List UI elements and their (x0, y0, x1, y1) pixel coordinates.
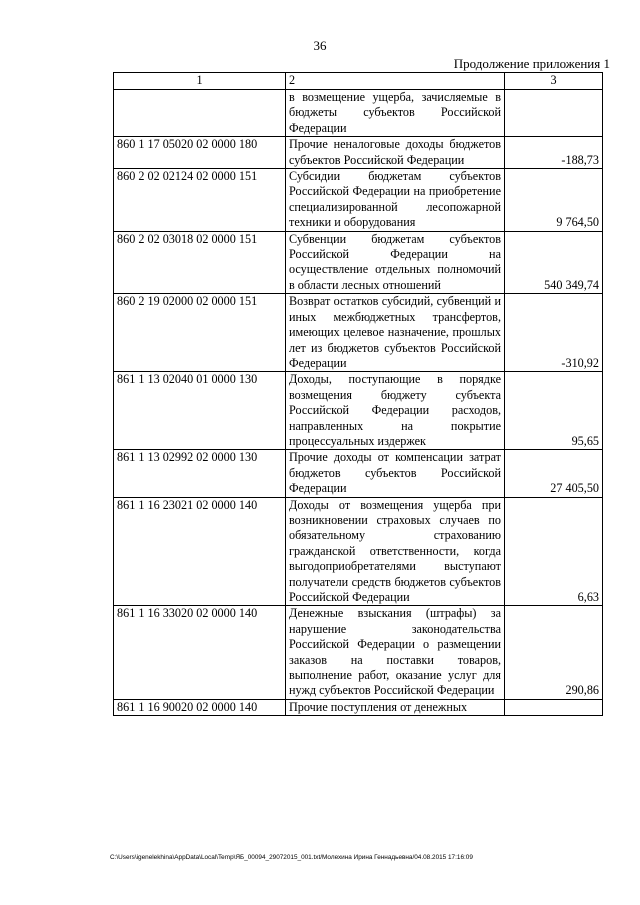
continuation-label: Продолжение приложения 1 (453, 56, 610, 71)
row-name: Доходы, поступающие в порядке возмещения бюджету субъекта Российской Федерации расходов, направленных на покрытие процессуальных издержек (286, 372, 505, 450)
row-amount: 540 349,74 (505, 231, 603, 294)
row-name: Доходы от возмещения ущерба при возникновении страховых случаев по обязательному страхованию гражданской ответственности, когда выгодоприобретателями выступают получатели средств бюджетов субъектов Российской Федерации (286, 497, 505, 606)
column-header-1: 1 (114, 73, 286, 90)
row-code: 861 1 16 23021 02 0000 140 (114, 497, 286, 606)
row-code: 860 1 17 05020 02 0000 180 (114, 137, 286, 169)
row-code: 860 2 02 02124 02 0000 151 (114, 169, 286, 232)
row-amount: 27 405,50 (505, 450, 603, 497)
row-code: 860 2 02 03018 02 0000 151 (114, 231, 286, 294)
row-amount: 9 764,50 (505, 169, 603, 232)
table-row (114, 606, 603, 699)
table-row (114, 169, 603, 232)
table-row (114, 90, 603, 137)
row-code: 861 1 16 90020 02 0000 140 (114, 699, 286, 715)
footer-file-path: C:\Users\igenelekhina\AppData\Local\Temp\ЯБ_00094_29072015_001.txt/Молехина Ирина Геннадьевна/04.08.2015 17:16:09 (110, 854, 473, 861)
row-name: Субсидии бюджетам субъектов Российской Федерации на приобретение специализированной лесопожарной техники и оборудования (286, 169, 505, 232)
row-name: Прочие поступления от денежных (286, 699, 505, 715)
table-row (114, 231, 603, 294)
revenue-table (113, 72, 603, 716)
column-header-2: 2 (286, 73, 505, 90)
row-name: Прочие неналоговые доходы бюджетов субъектов Российской Федерации (286, 137, 505, 169)
row-code: 860 2 19 02000 02 0000 151 (114, 294, 286, 372)
row-name: Денежные взыскания (штрафы) за нарушение законодательства Российской Федерации о размещении заказов на поставки товаров, выполнение работ, оказание услуг для нужд субъектов Российской Федерации (286, 606, 505, 699)
row-name: в возмещение ущерба, зачисляемые в бюджеты субъектов Российской Федерации (286, 90, 505, 137)
table-row (114, 137, 603, 169)
row-name: Прочие доходы от компенсации затрат бюджетов субъектов Российской Федерации (286, 450, 505, 497)
table-row (114, 699, 603, 715)
row-code: 861 1 13 02992 02 0000 130 (114, 450, 286, 497)
row-code (114, 90, 286, 137)
table-row (114, 450, 603, 497)
row-amount: 6,63 (505, 497, 603, 606)
table-row (114, 372, 603, 450)
row-amount (505, 699, 603, 715)
row-code: 861 1 13 02040 01 0000 130 (114, 372, 286, 450)
table-row (114, 497, 603, 606)
column-header-3: 3 (505, 73, 603, 90)
row-amount (505, 90, 603, 137)
page-number: 36 (313, 38, 327, 53)
row-name: Возврат остатков субсидий, субвенций и иных межбюджетных трансфертов, имеющих целевое назначение, прошлых лет из бюджетов субъектов Российской Федерации (286, 294, 505, 372)
row-amount: 290,86 (505, 606, 603, 699)
table-row (114, 294, 603, 372)
row-code: 861 1 16 33020 02 0000 140 (114, 606, 286, 699)
row-amount: 95,65 (505, 372, 603, 450)
row-amount: -188,73 (505, 137, 603, 169)
row-amount: -310,92 (505, 294, 603, 372)
row-name: Субвенции бюджетам субъектов Российской Федерации на осуществление отдельных полномочий в области лесных отношений (286, 231, 505, 294)
table-header-row (114, 73, 603, 90)
